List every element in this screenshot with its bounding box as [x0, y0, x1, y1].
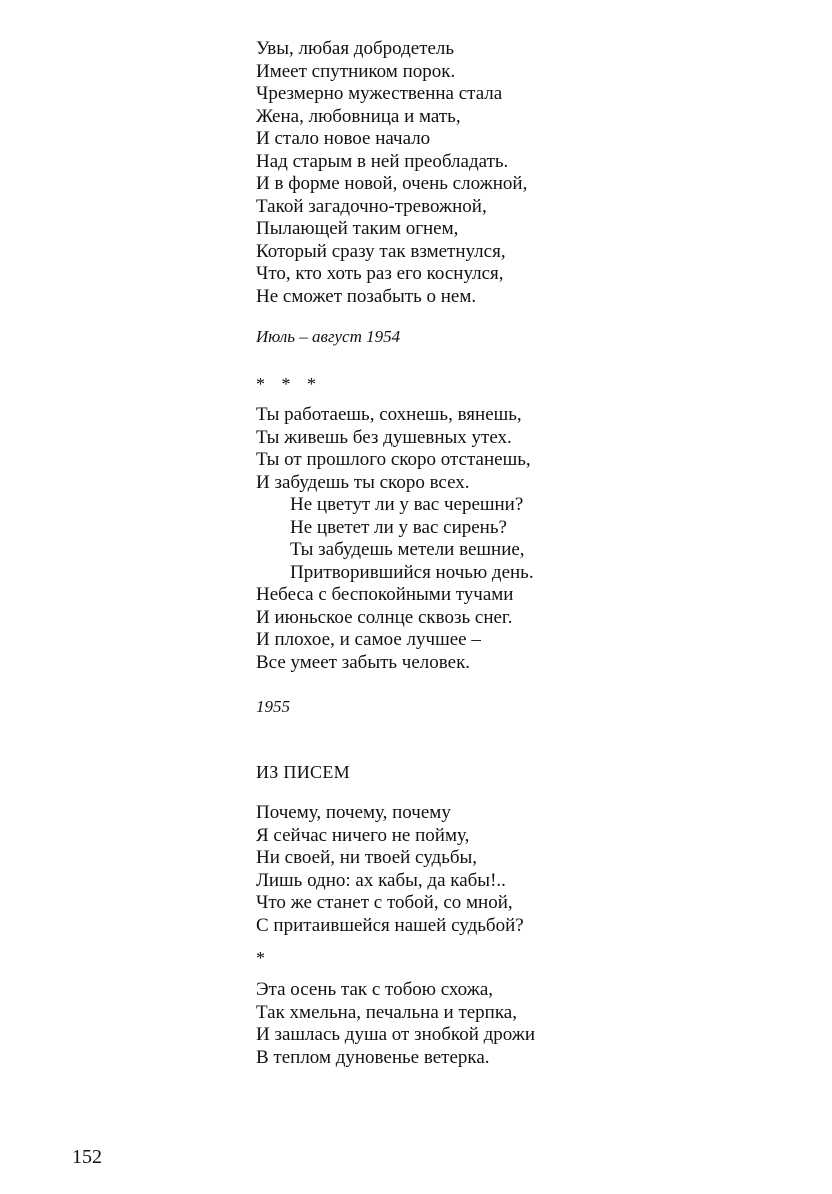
- poem-3-part-2: [256, 979, 535, 1069]
- page-number: 152: [72, 1146, 102, 1168]
- poem-line: И забудешь ты скоро всех.: [256, 471, 470, 493]
- poem-line: Что, кто хоть раз его коснулся,: [256, 263, 504, 284]
- poem-line: И в форме новой, очень сложной,: [256, 173, 528, 194]
- poem-line: И плохое, и самое лучшее –: [256, 629, 481, 650]
- poem-2-date: 1955: [256, 697, 290, 716]
- poem-line: Что же станет с тобой, со мной,: [256, 892, 513, 913]
- poem-line: Над старым в ней преобладать.: [256, 150, 509, 172]
- section-star: *: [256, 948, 265, 968]
- poem-2: [256, 404, 534, 674]
- poem-line: Ни своей, ни твоей судьбы,: [256, 847, 478, 868]
- poem-1-date: Июль – август 1954: [256, 327, 401, 346]
- poem-line: Жена, любовница и мать,: [256, 105, 461, 127]
- poem-line: Лишь одно: ах кабы, да кабы!..: [256, 869, 506, 891]
- poem-line: С притаившейся нашей судьбой?: [256, 914, 524, 936]
- poem-line: Не сможет позабыть о нем.: [256, 285, 477, 307]
- poem-1: [256, 38, 527, 308]
- poem-line: Такой загадочно-тревожной,: [256, 195, 487, 217]
- poem-line-indented: Не цветет ли у вас сирень?: [290, 516, 507, 538]
- poem-line: Пылающей таким огнем,: [256, 218, 459, 239]
- poem-line: И зашлась душа от знобкой дрожи: [256, 1024, 536, 1045]
- poem-line-indented: Ты забудешь метели вешние,: [290, 539, 525, 560]
- poem-line: Все умеет забыть человек.: [256, 651, 471, 673]
- poem-line: Я сейчас ничего не пойму,: [256, 824, 470, 846]
- poem-line: В теплом дуновенье ветерка.: [256, 1046, 490, 1068]
- poem-line: Ты работаешь, сохнешь, вянешь,: [256, 404, 522, 425]
- poem-line: Небеса с беспокойными тучами: [256, 584, 514, 605]
- poem-line: И июньское солнце сквозь снег.: [256, 606, 513, 628]
- poem-line: Увы, любая добродетель: [256, 38, 455, 59]
- poem-line: Имеет спутником порок.: [256, 60, 456, 82]
- poem-line: Чрезмерно мужественна стала: [256, 83, 503, 104]
- poem-line: Который сразу так взметнулся,: [256, 240, 506, 262]
- poem-line: Почему, почему, почему: [256, 802, 451, 823]
- section-stars: * * *: [256, 374, 322, 394]
- poem-line: Ты живешь без душевных утех.: [256, 426, 512, 448]
- poem-line-indented: Не цветут ли у вас черешни?: [290, 494, 524, 515]
- poem-line: Ты от прошлого скоро отстанешь,: [256, 449, 531, 470]
- poem-line: И стало новое начало: [256, 128, 431, 149]
- poem-line: Эта осень так с тобою схожа,: [256, 979, 494, 1000]
- poem-line-indented: Притворившийся ночью день.: [290, 561, 534, 583]
- poem-3-part-1: [256, 802, 524, 937]
- poem-line: Так хмельна, печальна и терпка,: [256, 1001, 517, 1023]
- poem-3-title: ИЗ ПИСЕМ: [256, 762, 350, 782]
